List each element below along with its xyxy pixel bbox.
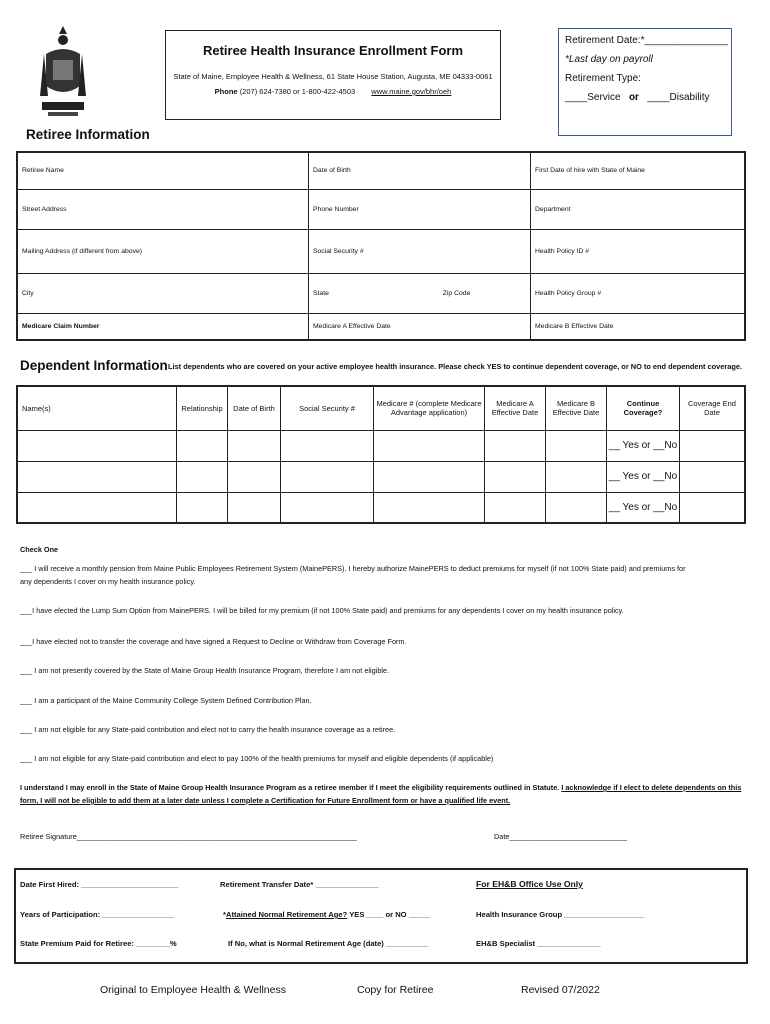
normal-retirement-age-field[interactable]: If No, what is Normal Retirement Age (date) __________ [228,939,429,948]
check-option-not-covered[interactable]: ___ I am not presently covered by the State of Maine Group Health Insurance Program, therefore I am not eligible. [20,666,390,675]
footer-revised: Revised 07/2022 [521,984,600,996]
eligibility-statement-b: I acknowledge if I elect to delete dependents on this form, I will not be eligible to add them at a later date unless I complete a Certification for Future Enrollment form or have a qualified life event. [20,783,742,805]
health-policy-id-field[interactable]: Health Policy ID # [531,229,746,273]
col-ssn: Social Security # [281,386,374,430]
office-use-title: For EH&B Office Use Only [476,879,583,889]
office-use-box [14,868,748,964]
check-option-lump-sum[interactable]: ___I have elected the Lump Sum Option from MainePERS. I will be billed for my premium (if not 100% State paid) and premiums for any dependents I cover on my health insurance policy. [20,606,624,615]
retiree-row [17,229,745,273]
col-names: Name(s) [17,386,177,430]
form-header [165,30,501,120]
col-continue-coverage: Continue Coverage? [607,386,680,430]
dependent-row [17,492,745,523]
continue-coverage-yes-no[interactable]: __ Yes or __No [607,461,680,492]
mailing-address-field[interactable]: Mailing Address (if different from above) [17,229,309,273]
state-zip-field[interactable] [309,273,531,313]
dependent-info-title: Dependent Information [20,358,168,373]
or-text: or [628,92,639,103]
check-one-title: Check One [20,545,59,554]
attained-prefix: * [223,910,226,919]
col-relationship: Relationship [177,386,228,430]
col-medicare-b: Medicare B Effective Date [546,386,607,430]
date-first-hired-field[interactable]: Date First Hired: _______________________ [20,880,179,889]
dependent-table [16,385,746,524]
col-medicare-a: Medicare A Effective Date [485,386,546,430]
date-of-birth-field[interactable]: Date of Birth [309,152,531,189]
phone-label: Phone [214,87,238,96]
transfer-date-field[interactable]: Retirement Transfer Date* _______________ [220,880,379,889]
attained-age-label: Attained Normal Retirement Age? [225,910,348,919]
form-phone [166,87,500,96]
dependent-row [17,430,745,461]
state-label: State [313,289,329,297]
last-day-note: *Last day on payroll [565,54,653,65]
years-participation-field[interactable]: Years of Participation: _________________ [20,910,175,919]
attained-age-field[interactable] [223,910,430,919]
medicare-claim-field[interactable]: Medicare Claim Number [17,313,309,340]
retirement-box [558,28,732,136]
col-coverage-end: Coverage End Date [680,386,746,430]
attained-age-options: YES ____ or NO _____ [347,910,430,919]
retirement-type-options [565,92,725,103]
col-dob: Date of Birth [228,386,281,430]
continue-coverage-yes-no[interactable]: __ Yes or __No [607,430,680,461]
retiree-info-title: Retiree Information [26,127,150,142]
continue-coverage-yes-no[interactable]: __ Yes or __No [607,492,680,523]
social-security-field[interactable]: Social Security # [309,229,531,273]
street-address-field[interactable]: Street Address [17,189,309,229]
retirement-date-field[interactable]: Retirement Date:*_______________ [565,35,728,46]
retirement-type-label: Retirement Type: [565,73,641,84]
zip-code-label: Zip Code [442,289,471,297]
eligibility-statement [20,781,742,807]
check-option-declined[interactable]: ___I have elected not to transfer the coverage and have signed a Request to Decline or Withdraw from Coverage Form. [20,637,407,646]
state-premium-field[interactable]: State Premium Paid for Retiree: ________% [20,939,177,948]
retiree-row [17,152,745,189]
dependent-header-row [17,386,745,430]
retiree-info-table [16,151,746,341]
state-of-maine-seal [38,24,88,120]
health-policy-group-field[interactable]: Health Policy Group # [531,273,746,313]
phone-number: (207) 624-7380 or 1-800-422-4503 [239,87,356,96]
check-option-pay-100[interactable]: ___ I am not eligible for any State-paid contribution and elect to pay 100% of the health premiums for myself and eligible dependents (if applicable) [20,754,494,763]
first-hire-date-field[interactable]: First Date of hire with State of Maine [531,152,746,189]
service-option[interactable]: ____Service [565,92,621,103]
check-option-pension[interactable]: ___ I will receive a monthly pension from Maine Public Employees Retirement System (MainePERS). I hereby authorize MainePERS to deduct premiums for myself (if not 100% State paid) and premiums for any dependents I cover on my health insurance policy. [20,564,686,586]
health-insurance-group-field[interactable]: Health Insurance Group ___________________ [476,910,645,919]
city-field[interactable]: City [17,273,309,313]
disability-option[interactable]: ____Disability [647,92,710,103]
phone-number-field[interactable]: Phone Number [309,189,531,229]
form-title: Retiree Health Insurance Enrollment Form [202,43,464,58]
retiree-row [17,273,745,313]
medicare-b-date-field[interactable]: Medicare B Effective Date [531,313,746,340]
retiree-row [17,189,745,229]
retiree-name-field[interactable]: Retiree Name [17,152,309,189]
retiree-row [17,313,745,340]
eligibility-statement-a: I understand I may enroll in the State of Maine Group Health Insurance Program as a retiree member if I meet the eligibility requirements outlined in Statute. [20,783,560,792]
dependent-row [17,461,745,492]
footer-original: Original to Employee Health & Wellness [100,984,286,996]
check-option-not-carry[interactable]: ___ I am not eligible for any State-paid contribution and elect not to carry the health insurance coverage as a retiree. [20,725,396,734]
check-option-community-college[interactable]: ___ I am a participant of the Maine Community College System Defined Contribution Plan. [20,696,312,705]
retiree-signature-field[interactable]: Retiree Signature_____________________________________________________________________ [20,832,357,841]
medicare-a-date-field[interactable]: Medicare A Effective Date [309,313,531,340]
footer-copy: Copy for Retiree [357,984,434,996]
department-field[interactable]: Department [531,189,746,229]
ehb-specialist-field[interactable]: EH&B Specialist _______________ [476,939,601,948]
dependent-info-note: List dependents who are covered on your active employee health insurance. Please check YES to continue dependent coverage, or NO to end dependent coverage. [168,362,743,371]
signature-date-field[interactable]: Date_____________________________ [494,832,628,841]
col-medicare-number: Medicare # (complete Medicare Advantage application) [374,386,485,430]
website-link[interactable]: www.maine.gov/bhr/oeh [371,87,452,96]
form-address: State of Maine, Employee Health & Wellness, 61 State House Station, Augusta, ME 04333-0061 [173,72,493,81]
